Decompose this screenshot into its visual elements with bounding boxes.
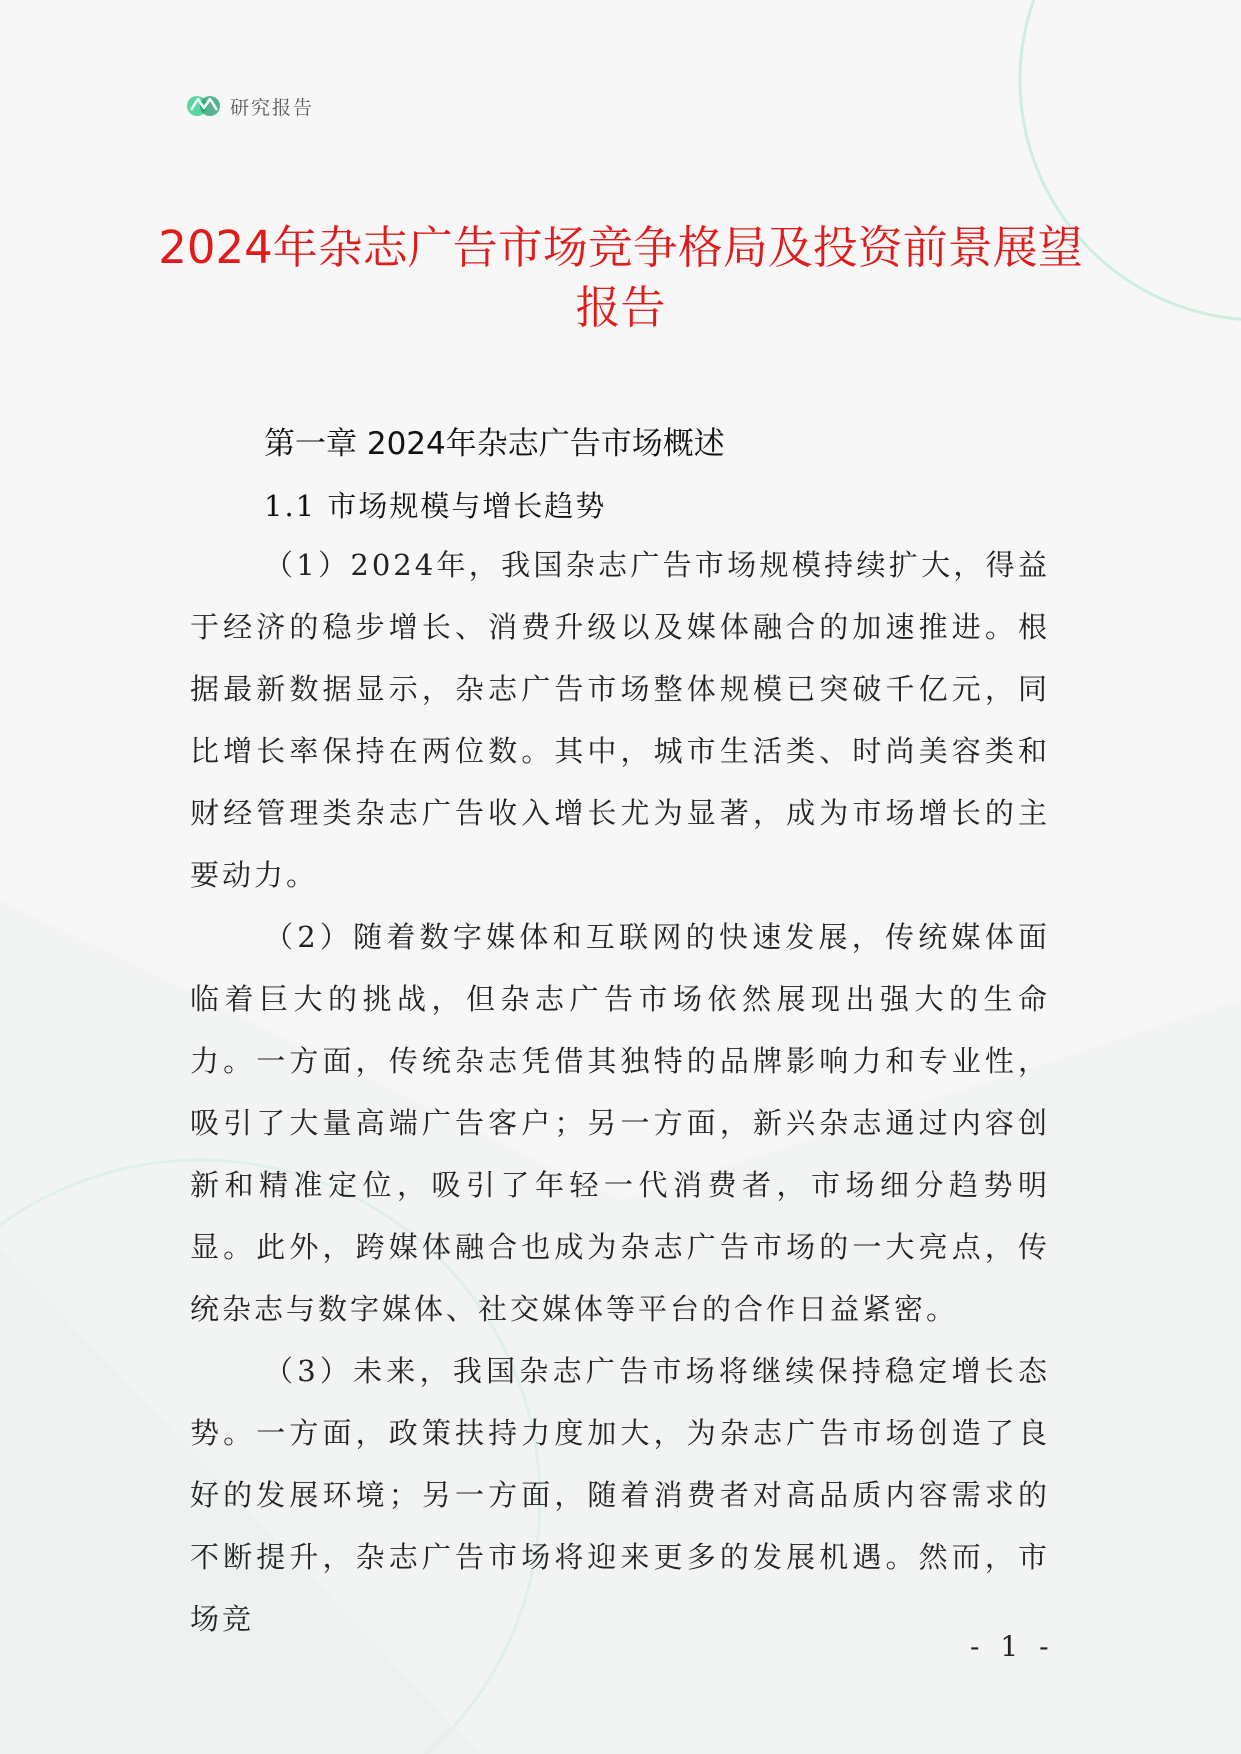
- report-header: [186, 90, 314, 122]
- paragraph-2: （2）随着数字媒体和互联网的快速发展，传统媒体面临着巨大的挑战，但杂志广告市场依然展现出强大的生命力。一方面，传统杂志凭借其独特的品牌影响力和专业性，吸引了大量高端广告客户；另一方面，新兴杂志通过内容创新和精准定位，吸引了年轻一代消费者，市场细分趋势明显。此外，跨媒体融合也成为杂志广告市场的一大亮点，传统杂志与数字媒体、社交媒体等平台的合作日益紧密。: [190, 920, 1050, 1326]
- document-title: 2024年杂志广告市场竞争格局及投资前景展望报告: [158, 221, 1083, 334]
- paragraph-3: （3）未来，我国杂志广告市场将继续保持稳定增长态势。一方面，政策扶持力度加大，为杂志广告市场创造了良好的发展环境；另一方面，随着消费者对高品质内容需求的不断提升，杂志广告市场将迎来更多的发展机遇。然而，市场竞: [190, 1354, 1050, 1636]
- brand-logo-icon: [186, 90, 222, 122]
- chapter-heading: 第一章 2024年杂志广告市场概述: [264, 426, 725, 462]
- paragraph-1: （1）2024年，我国杂志广告市场规模持续扩大，得益于经济的稳步增长、消费升级以及媒体融合的加速推进。根据最新数据显示，杂志广告市场整体规模已突破千亿元，同比增长率保持在两位数。其中，城市生活类、时尚美容类和财经管理类杂志广告收入增长尤为显著，成为市场增长的主要动力。: [190, 548, 1050, 892]
- section-heading: 1.1 市场规模与增长趋势: [264, 489, 607, 523]
- page-number: - 1 -: [970, 1630, 1055, 1663]
- header-label: 研究报告: [230, 96, 315, 119]
